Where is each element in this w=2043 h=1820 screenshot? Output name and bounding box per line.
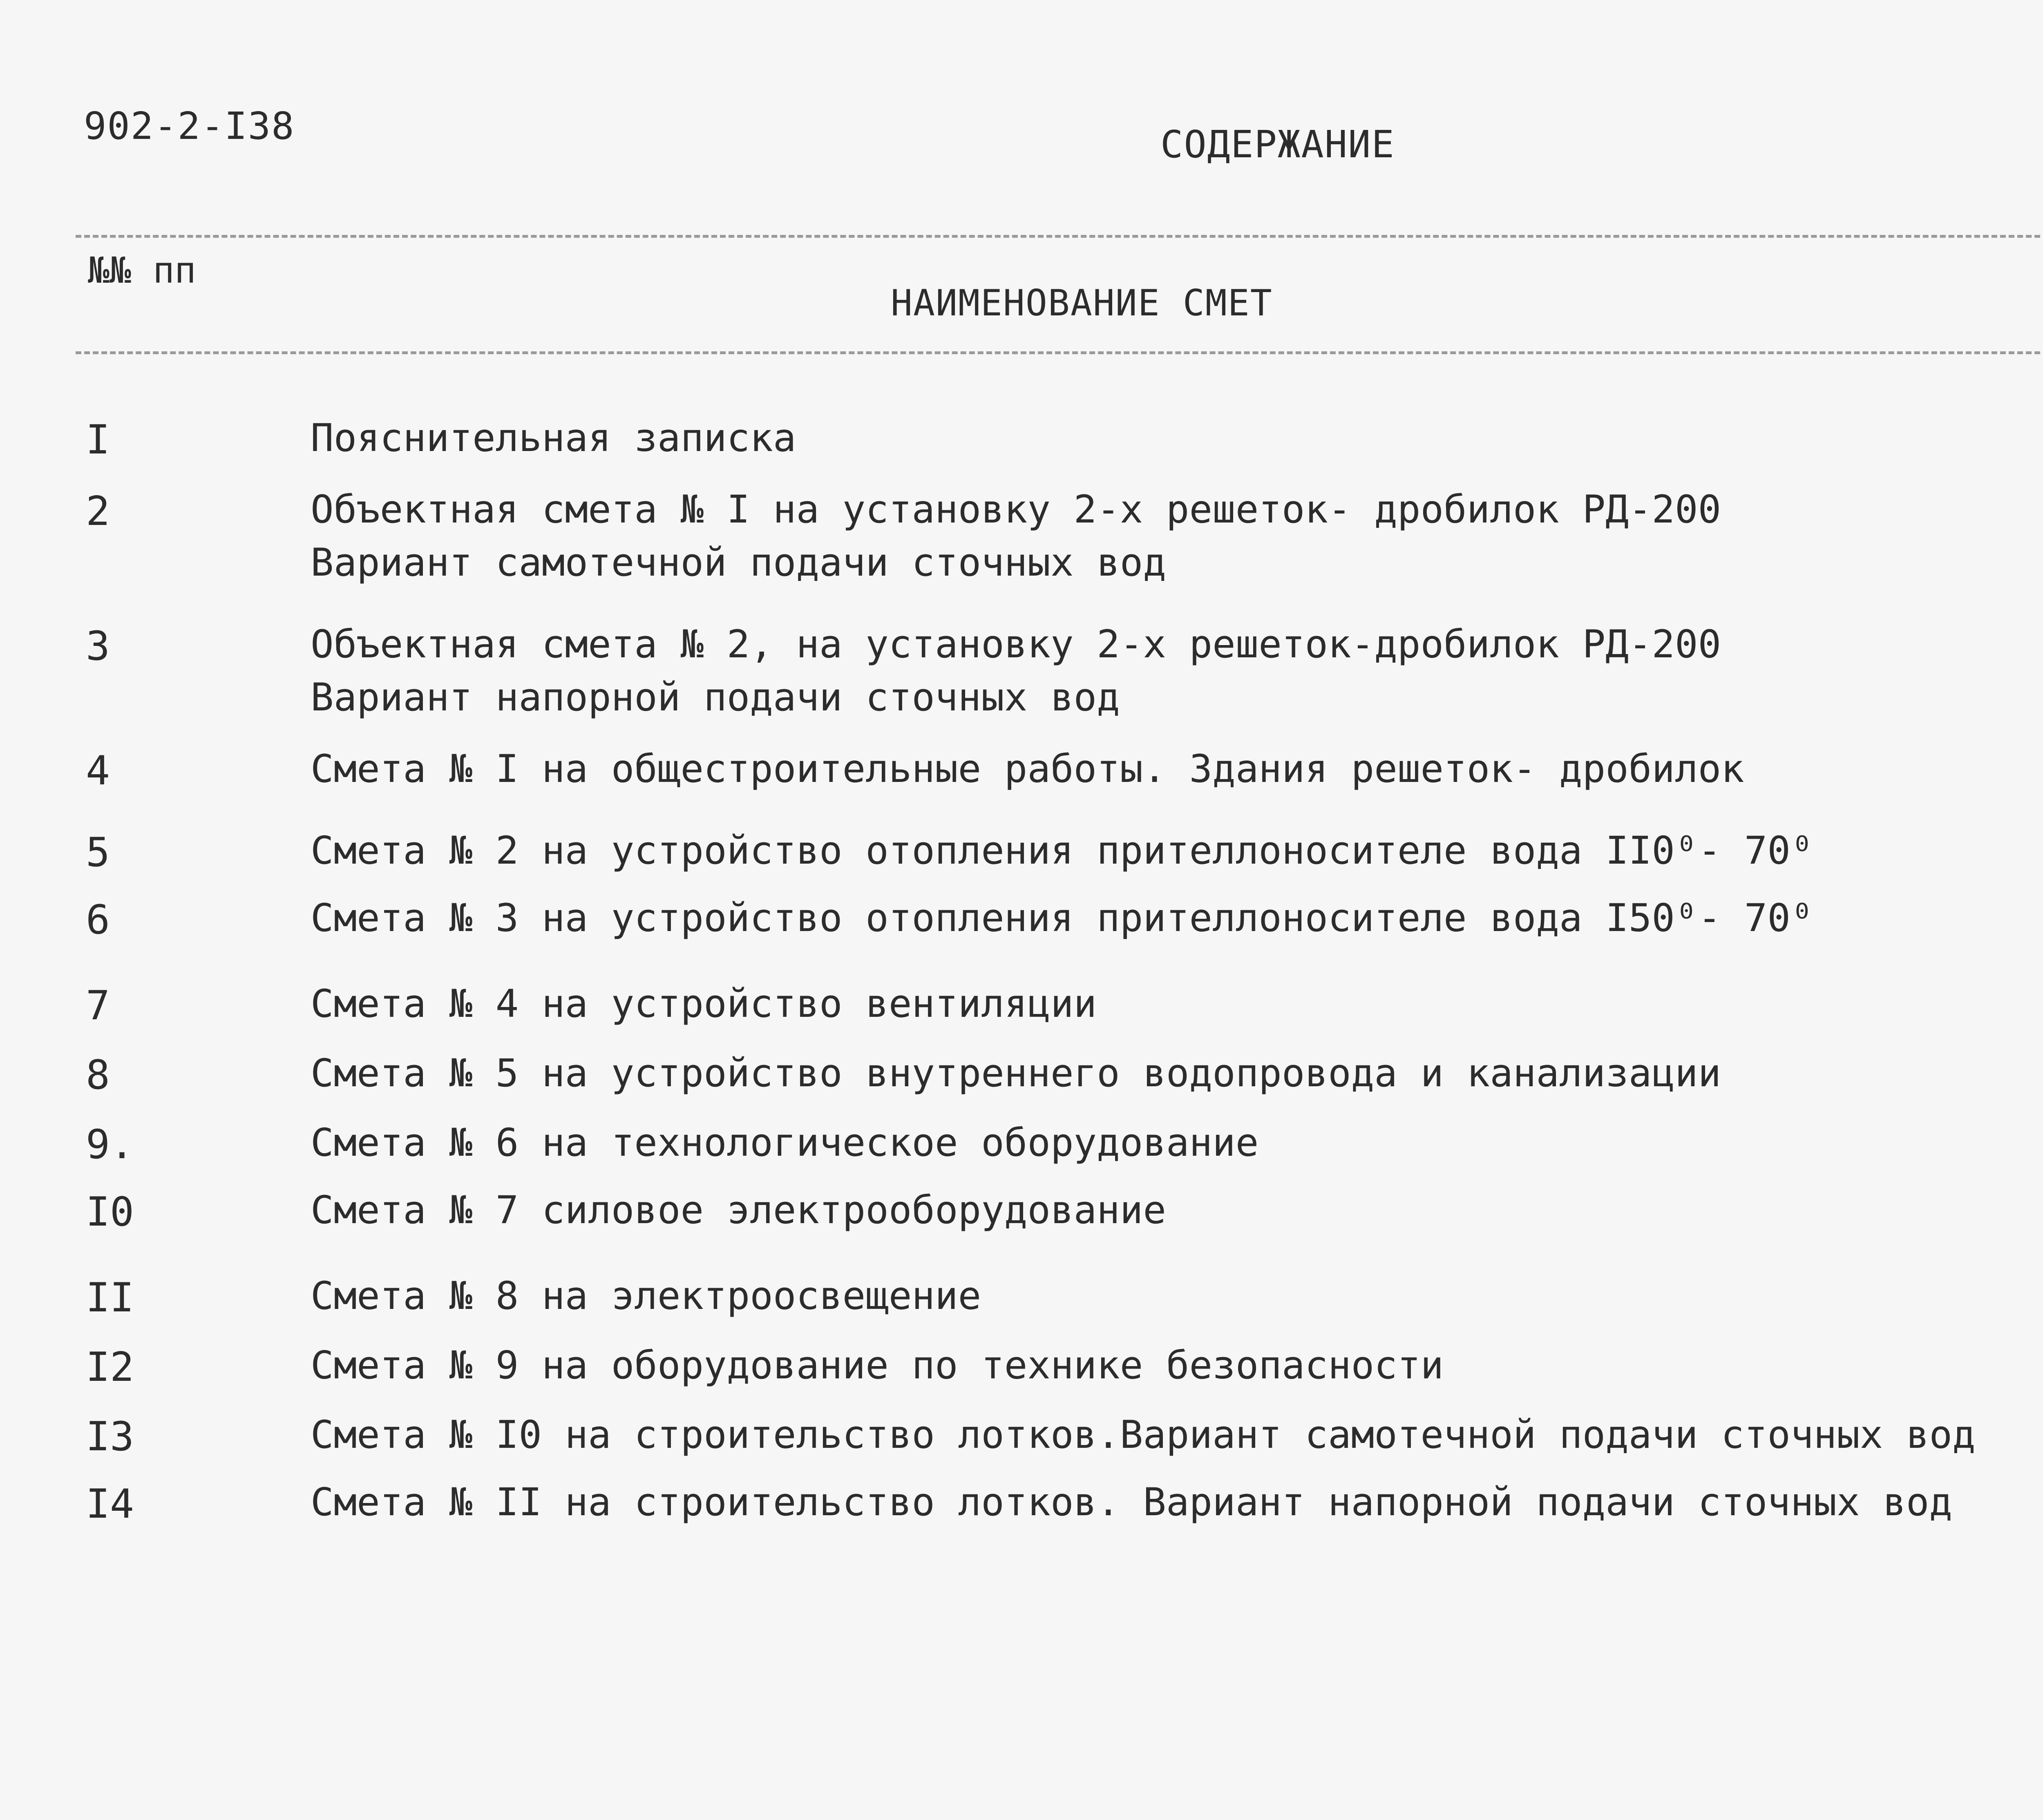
row-number: 2 [86, 488, 110, 535]
table-row [0, 416, 2043, 463]
row-number: I0 [86, 1189, 134, 1235]
table-row [0, 1188, 2043, 1235]
column-header-name: НАИМЕНОВАНИЕ СМЕТ [891, 282, 1273, 324]
document-code: 902-2-I38 [84, 104, 295, 148]
table-row [0, 982, 2043, 1029]
row-title: Смета № 4 на устройство вентиляции [311, 982, 1097, 1026]
table-row [0, 622, 2043, 720]
row-title: Смета № 5 на устройство внутреннего водопровода и канализации [311, 1051, 1721, 1096]
row-title: Пояснительная записка [311, 416, 796, 460]
row-title: Объектная смета № 2, на установку 2-х решеток-дробилок РД-200 [311, 622, 1721, 667]
row-number: I4 [86, 1481, 134, 1527]
row-title: Смета № 3 на устройство отопления прителлоносителе вода I50⁰- 70⁰ [311, 896, 1814, 940]
row-title: Смета № 7 силовое электрооборудование [311, 1188, 1166, 1233]
table-row [0, 1480, 2043, 1527]
row-title: Смета № II на строительство лотков. Вариант напорной подачи сточных вод [311, 1480, 1953, 1525]
row-number: 3 [86, 623, 110, 670]
row-number: 9. [86, 1121, 134, 1168]
row-title: Смета № 9 на оборудование по технике безопасности [311, 1343, 1444, 1388]
row-title: Смета № I на общестроительные работы. Здания решеток- дробилок [311, 747, 1744, 791]
row-title: Смета № 8 на электроосвещение [311, 1274, 981, 1318]
row-subtitle: Вариант напорной подачи сточных вод [311, 675, 1120, 720]
table-row [0, 1274, 2043, 1321]
table-row [0, 1343, 2043, 1391]
row-number: 7 [86, 983, 110, 1029]
row-title: Смета № 2 на устройство отопления прителлоносителе вода II0⁰- 70⁰ [311, 828, 1814, 873]
row-number: 5 [86, 829, 110, 876]
table-row [0, 1051, 2043, 1099]
table-row [0, 487, 2043, 585]
row-number: I2 [86, 1344, 134, 1391]
document-title: СОДЕРЖАНИЕ [1160, 123, 1395, 166]
header-bottom-rule [76, 351, 2043, 354]
table-row [0, 828, 2043, 876]
column-header-number: №№ пп [88, 249, 196, 291]
header-top-rule [76, 235, 2043, 238]
row-number: I [86, 417, 110, 463]
row-title: Смета № I0 на строительство лотков.Вариант самотечной подачи сточных вод [311, 1413, 1976, 1457]
row-title: Объектная смета № I на установку 2-х решеток- дробилок РД-200 [311, 487, 1721, 532]
table-row [0, 1413, 2043, 1460]
table-row [0, 747, 2043, 794]
row-title: Смета № 6 на технологическое оборудование [311, 1121, 1259, 1165]
table-row [0, 1121, 2043, 1168]
row-number: 8 [86, 1052, 110, 1099]
row-number: 6 [86, 897, 110, 943]
row-number: 4 [86, 748, 110, 794]
row-subtitle: Вариант самотечной подачи сточных вод [311, 540, 1166, 585]
table-row [0, 896, 2043, 943]
row-number: I3 [86, 1414, 134, 1460]
row-number: II [86, 1275, 134, 1321]
